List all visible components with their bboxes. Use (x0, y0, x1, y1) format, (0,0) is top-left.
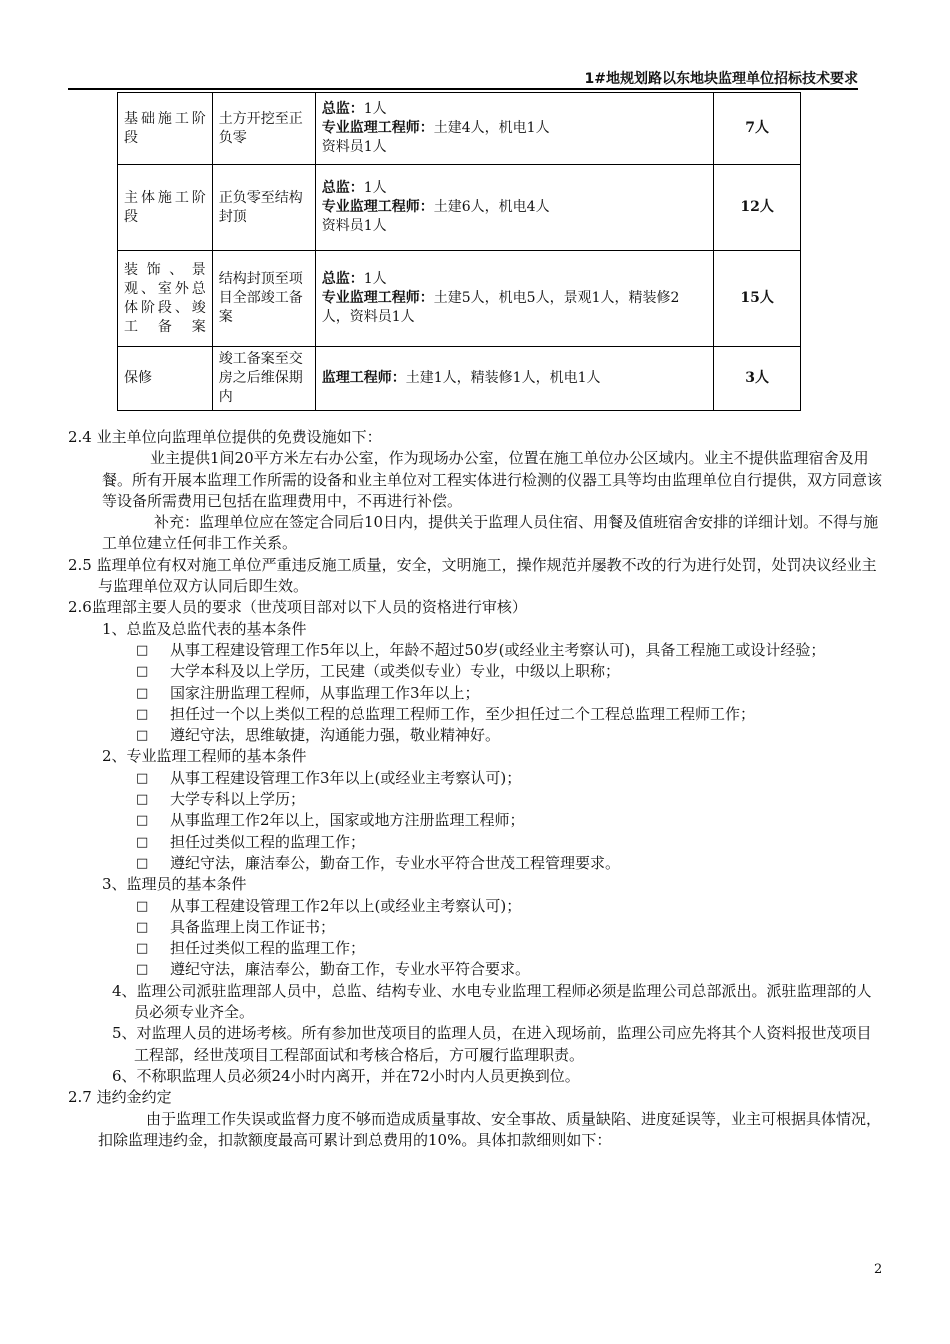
staff-value: 土建1人，精装修1人，机电1人 (405, 370, 601, 386)
section-paragraph: 2.5 监理单位有权对施工单位严重违反施工质量，安全，文明施工，操作规范并屡教不改的行为进行处罚，处罚决议经业主与监理单位双方认同后即生效。 (68, 555, 877, 596)
staff-cell (315, 165, 714, 251)
numbered-item: 4、监理公司派驻监理部人员中，总监、结构专业、水电专业监理工程师必须是监理公司总部派出。派驻监理部的人员必须专业齐全。 (112, 981, 872, 1022)
staff-label: 专业监理工程师： (321, 120, 434, 136)
phase-cell: 主体施工阶段 (118, 165, 213, 251)
staff-value: 土建4人，机电1人 (433, 120, 550, 136)
page-number: 2 (874, 1262, 883, 1277)
scope-cell: 竣工备案至交房之后维保期内 (212, 347, 315, 411)
staffing-table (117, 92, 801, 411)
list-item: □ 从事工程建设管理工作5年以上，年龄不超过50岁(或经业主考察认可)，具备工程施工或设计经验； (66, 640, 886, 661)
paragraph: 由于监理工作失误或监督力度不够而造成质量事故、安全事故、质量缺陷、进度延误等，业主可根据具体情况，扣除监理违约金，扣款额度最高可累计到总费用的10%。具体扣款细则如下： (98, 1109, 882, 1149)
paragraph: 业主提供1间20平方米左右办公室，作为现场办公室，位置在施工单位办公区域内。业主不提供监理宿舍及用餐。所有开展本监理工作所需的设备和业主单位对工程实体进行检测的仪器工具等均由监理单位自行提供，双方同意该等设备所需费用已包括在监理费用中，不再进行补偿。 (102, 449, 883, 510)
table-row (118, 165, 801, 251)
group-title: 1、总监及总监代表的基本条件 (102, 619, 307, 638)
list-item: □ 大学本科及以上学历，工民建（或类似专业）专业，中级以上职称； (66, 661, 886, 682)
staff-label: 总监： (321, 180, 364, 196)
checkbox-bullet-icon: □ (136, 855, 149, 871)
scope-cell: 正负零至结构封顶 (212, 165, 315, 251)
staff-line: 资料员1人 (321, 139, 387, 155)
staff-label: 总监： (321, 101, 364, 117)
list-item: □ 国家注册监理工程师，从事监理工作3年以上； (66, 683, 886, 704)
table-row (118, 347, 801, 411)
staff-line: 资料员1人 (321, 218, 387, 234)
checkbox-bullet-icon: □ (136, 685, 149, 701)
section-heading: 2.7 违约金约定 (68, 1088, 172, 1107)
checkbox-bullet-icon: □ (136, 664, 149, 680)
list-item: □ 从事工程建设管理工作2年以上(或经业主考察认可)； (66, 896, 886, 917)
staff-value: 1人 (363, 180, 387, 196)
numbered-item: 6、不称职监理人员必须24小时内离开，并在72小时内人员更换到位。 (112, 1066, 580, 1085)
staff-label: 总监： (321, 271, 364, 287)
total-cell: 12人 (714, 165, 801, 251)
numbered-item: 5、对监理人员的进场考核。所有参加世茂项目的监理人员，在进入现场前，监理公司应先将其个人资料报世茂项目工程部，经世茂项目工程部面试和考核合格后，方可履行监理职责。 (112, 1024, 872, 1064)
list-item: □ 遵纪守法，思维敏捷，沟通能力强，敬业精神好。 (66, 725, 886, 746)
table-row (118, 93, 801, 165)
group-title: 3、监理员的基本条件 (102, 875, 247, 894)
list (66, 896, 886, 981)
table-row (118, 251, 801, 347)
total-cell: 15人 (714, 251, 801, 347)
phase-cell: 基础施工阶段 (118, 93, 213, 165)
list-item: □ 遵纪守法，廉洁奉公，勤奋工作，专业水平符合要求。 (66, 959, 886, 980)
staff-label: 专业监理工程师： (321, 290, 434, 306)
scope-cell: 结构封顶至项目全部竣工备案 (212, 251, 315, 347)
checkbox-bullet-icon: □ (136, 919, 149, 935)
phase-cell: 保修 (118, 347, 213, 411)
list-item: □ 从事监理工作2年以上，国家或地方注册监理工程师； (66, 810, 886, 831)
list-item: □ 担任过类似工程的监理工作； (66, 938, 886, 959)
list-item: □ 遵纪守法，廉洁奉公，勤奋工作，专业水平符合世茂工程管理要求。 (66, 853, 886, 874)
staff-label: 专业监理工程师： (321, 199, 434, 215)
list-item: □ 具备监理上岗工作证书； (66, 917, 886, 938)
list-item: □ 担任过一个以上类似工程的总监理工程师工作，至少担任过二个工程总监理工程师工作； (66, 704, 886, 725)
checkbox-bullet-icon: □ (136, 941, 149, 957)
checkbox-bullet-icon: □ (136, 770, 149, 786)
list-item: □ 担任过类似工程的监理工作； (66, 832, 886, 853)
checkbox-bullet-icon: □ (136, 706, 149, 722)
list-item: □ 大学专科以上学历； (66, 789, 886, 810)
header-rule (68, 88, 858, 90)
page-header-title: 1#地规划路以东地块监理单位招标技术要求 (584, 71, 858, 87)
staff-value: 土建5人，机电5人，景观1人，精装修2人，资料员1人 (321, 290, 680, 325)
document-body (66, 427, 886, 1151)
total-cell: 3人 (714, 347, 801, 411)
list (66, 768, 886, 874)
staff-cell (315, 347, 714, 411)
staff-label: 监理工程师： (321, 370, 406, 386)
phase-cell: 装饰、景观、室外总体阶段、竣工备案 (118, 251, 213, 347)
checkbox-bullet-icon: □ (136, 728, 149, 744)
paragraph: 补充：监理单位应在签定合同后10日内，提供关于监理人员住宿、用餐及值班宿舍安排的详细计划。不得与施工单位建立任何非工作关系。 (102, 513, 879, 553)
checkbox-bullet-icon: □ (136, 898, 149, 914)
list (66, 640, 886, 746)
checkbox-bullet-icon: □ (136, 813, 149, 829)
group-title: 2、专业监理工程师的基本条件 (102, 747, 307, 766)
checkbox-bullet-icon: □ (136, 792, 149, 808)
section-heading: 2.4 业主单位向监理单位提供的免费设施如下： (68, 428, 382, 446)
scope-cell: 土方开挖至正负零 (212, 93, 315, 165)
staff-cell (315, 251, 714, 347)
section-heading: 2.6监理部主要人员的要求（世茂项目部对以下人员的资格进行审核） (68, 598, 527, 617)
staff-value: 土建6人，机电4人 (433, 199, 550, 215)
staff-cell (315, 93, 714, 165)
checkbox-bullet-icon: □ (136, 642, 149, 658)
checkbox-bullet-icon: □ (136, 834, 149, 850)
checkbox-bullet-icon: □ (136, 962, 149, 978)
staff-value: 1人 (363, 101, 387, 117)
staff-value: 1人 (363, 271, 387, 287)
list-item: □ 从事工程建设管理工作3年以上(或经业主考察认可)； (66, 768, 886, 789)
total-cell: 7人 (714, 93, 801, 165)
